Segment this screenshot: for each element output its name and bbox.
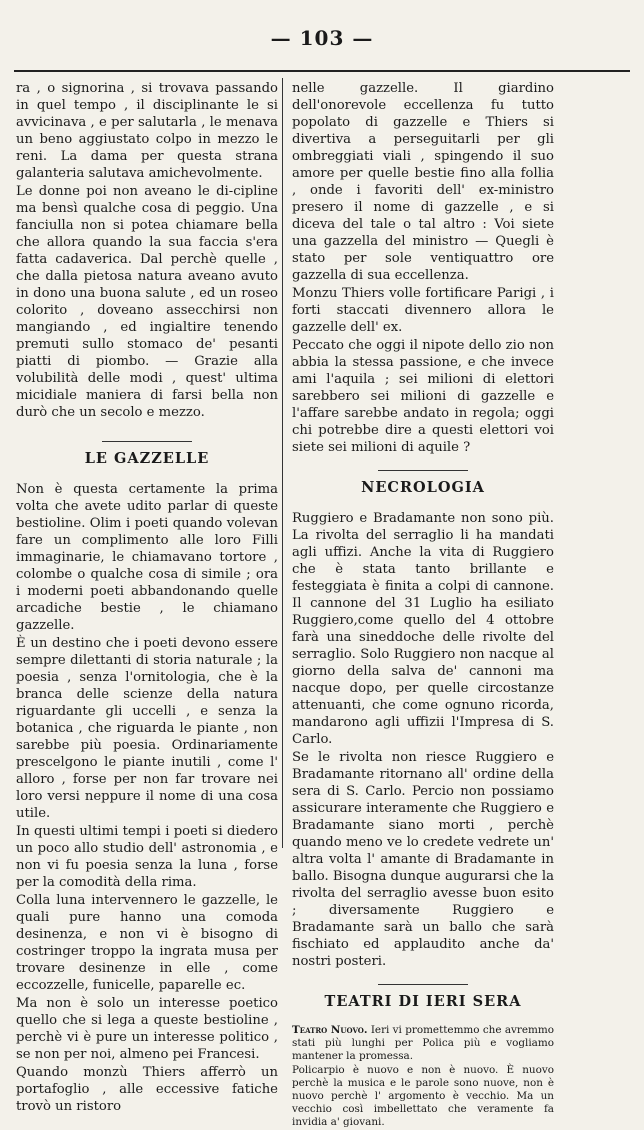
theatre-text: Ieri vi promettemmo che avremmo stati più lunghi per Polica più e vogliamo mantener la promessa. [292, 1024, 554, 1062]
header-rule [14, 70, 630, 72]
paragraph: Quando monzù Thiers afferrò un portafoglio , alle eccessive fatiche trovò un ristoro [16, 1065, 278, 1114]
paragraph: Colla luna intervennero le gazzelle, le quali pure hanno una comoda desinenza, e non vi è bisogno di costringer troppo la ingrata musa per trovare desinenze in elle , come eccozzelle, funicelle, paparelle ec. [16, 893, 278, 993]
paragraph: nelle gazzelle. Il giardino dell'onorevole eccellenza fu tutto popolato di gazzelle e Thiers si divertiva a perseguitarli per gli ombreggiati viali , spingendo il suo amore per quelle bestie fino alla follia , onde i favoriti dell' ex-ministro presero il nome di gazzelle , e si diceva del tale o tal altro : Voi siete una gazzella del ministro — Quegli è stato per sole ventiquattro ore gazzella di sua eccellenza. [292, 81, 554, 283]
paragraph: Se le rivolta non riesce Ruggiero e Bradamante ritornano all' ordine della sera di S. Carlo. Percio non possiamo assicurare interamente che Ruggiero e Bradamante siano morti , perchè quando meno ve lo credete vedrete un' altra volta l' amante di Bradamante in ballo. Bisogna dunque augurarsi che la rivolta del serraglio avesse buon esito ; diversamente Ruggiero e Bradamante sarà un ballo che sarà fischiato ed applaudito anche da' nostri posteri. [292, 750, 554, 969]
section-title-teatri: TEATRI DI IERI SERA [292, 984, 554, 1010]
column-divider [282, 78, 283, 848]
paragraph: Ma non è solo un interesse poetico quello che si lega a queste bestioline , perchè vi è pure un interesse politico , se non per noi, almeno pei Francesi. [16, 996, 278, 1062]
right-column [292, 80, 554, 1130]
paragraph: Monzu Thiers volle fortificare Parigi , i forti staccati divennero allora le gazzelle dell' ex. [292, 286, 554, 335]
paragraph: Non è questa certamente la prima volta che avete udito parlar di queste bestioline. Olim i poeti quando volevan fare un complimento alle loro Filli immaginarie, le chiamavano tortore , colombe o qualche cosa di simile ; ora i moderni poeti abbandonando quelle arcadiche bestie , le chiamano gazzelle. [16, 482, 278, 633]
left-column [16, 80, 278, 1116]
paragraph: In questi ultimi tempi i poeti si diedero un poco allo studio dell' astronomia , e non vi fu poesia senza la luna , forse per la comodità della rima. [16, 824, 278, 890]
paragraph: È un destino che i poeti devono essere sempre dilettanti di storia naturale ; la poesia , senza l'ornitologia, che è la branca delle scienze della natura riguardante gli uccelli , e senza la botanica , che riguarda le piante , non sarebbe più poesia. Ordinariamente prescelgono le piante inutili , come l' alloro , forse per non far trovare nei loro versi neppure il nome di una cosa utile. [16, 636, 278, 821]
paragraph: ra , o signorina , si trovava passando in quel tempo , il disciplinante le si avvicinava , e per salutarla , le menava un beno aggiustato colpo in mezzo le reni. La dama per questa strana galanteria salutava amichevolmente. [16, 81, 278, 181]
paragraph: Le donne poi non aveano le di-cipline ma bensì qualche cosa di peggio. Una fanciulla non si potea chiamare bella che allora quando la sua faccia s'era fatta cadaverica. Dal perchè quelle , che dalla pietosa natura aveano avuto in dono una buona salute , ed un roseo colorito , doveano assecchirsi non mangiando , ed ingialtire tenendo premuti sullo stomaco de' pesanti piatti di piombo. — Grazie alla volubilità delle modi , quest' ultima micidiale maniera di farsi bella non durò che un secolo e mezzo. [16, 184, 278, 420]
theatre-label: Teatro Nuovo. [292, 1024, 368, 1036]
theatre-paragraph [292, 1024, 554, 1063]
paragraph: Ruggiero e Bradamante non sono più. La rivolta del serraglio li ha mandati agli uffizi. Anche la vita di Ruggiero che è stata tanto brillante e festeggiata è finita a colpi di cannone. Il cannone del 31 Luglio ha esiliato Ruggiero,come quello del 4 ottobre farà una sineddoche delle rivolte del serraglio. Solo Ruggiero non nacque al giorno della salva de' cannoni ma nacque dopo, per quelle circostanze attenuanti, che come ognuno ricorda, mandarono agli uffizii l'Impresa di S. Carlo. [292, 511, 554, 747]
section-title-necrologia: NECROLOGIA [292, 470, 554, 496]
section-title-gazzelle: LE GAZZELLE [16, 441, 278, 467]
theatre-paragraph: Policarpio è nuovo e non è nuovo. È nuovo perchè la musica e le parole sono nuove, non è nuovo perchè l' argomento è vecchio. Ma un vecchio così imbellettato che veramente fa invidia a' giovani. [292, 1064, 554, 1128]
paragraph: Peccato che oggi il nipote dello zio non abbia la stessa passione, e che invece ami l'aquila ; sei milioni di elettori sarebbero sei milioni di gazzelle e l'affare sarebbe andato in regola; oggi chi potrebbe dire a questi elettori voi siete sei milioni di aquile ? [292, 338, 554, 455]
theatre-notes [292, 1024, 554, 1129]
page-number: — 103 — [270, 26, 374, 50]
